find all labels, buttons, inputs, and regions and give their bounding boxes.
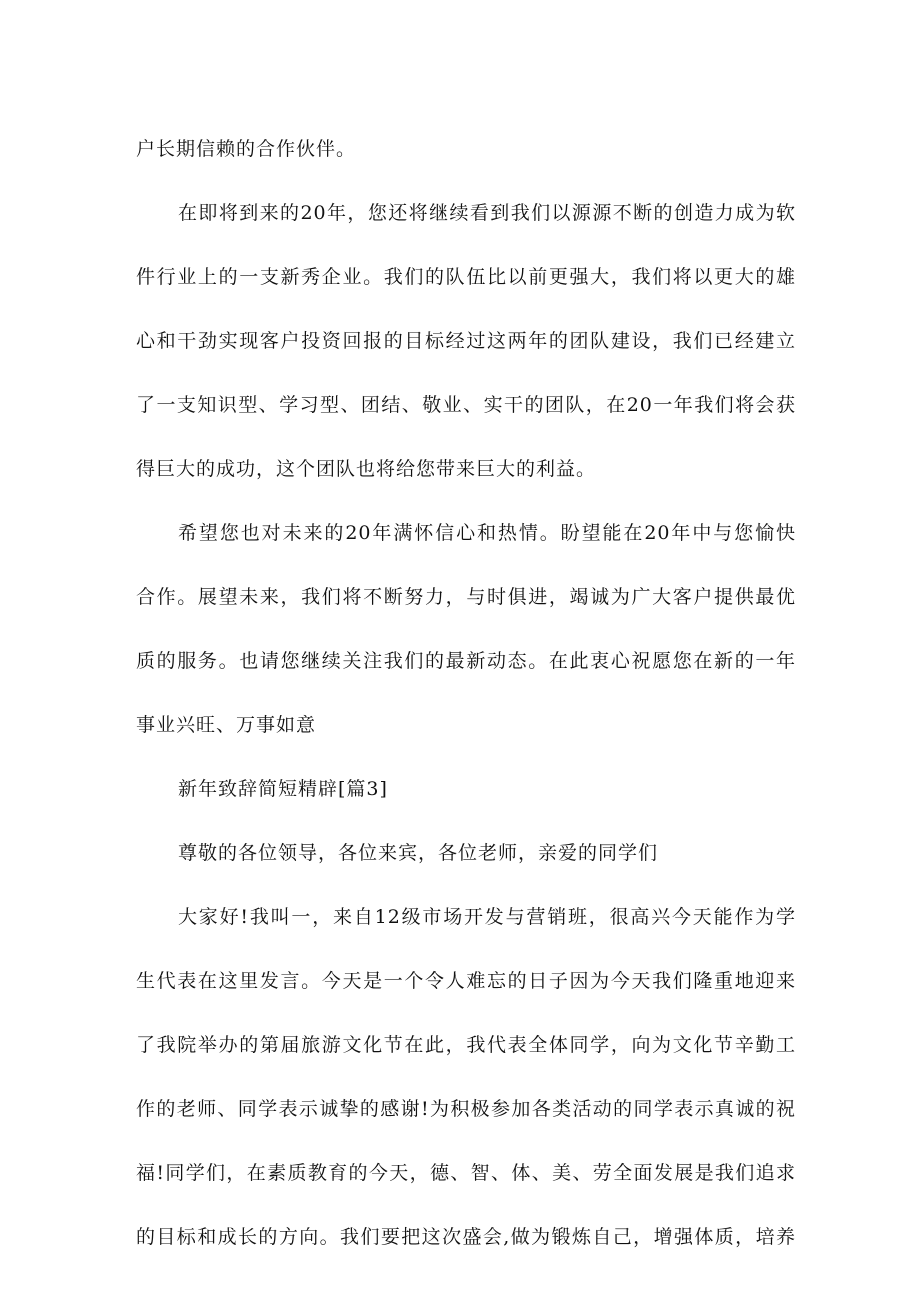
text-line: 得巨大的成功，这个团队也将给您带来巨大的利益。 <box>136 458 597 480</box>
paragraph-first-line: 大家好!我叫一，来自12级市场开发与营销班，很高兴今天能作为学 <box>178 906 796 928</box>
text-line: 心和干劲实现客户投资回报的目标经过这两年的团队建设，我们已经建立 <box>136 330 796 352</box>
paragraph-first-line: 在即将到来的20年，您还将继续看到我们以源源不断的创造力成为软 <box>178 202 796 224</box>
section-heading: 新年致辞简短精辟[篇3] <box>178 778 388 800</box>
text-line: 合作。展望未来，我们将不断努力，与时俱进，竭诚为广大客户提供最优 <box>136 586 796 608</box>
text-line: 户长期信赖的合作伙伴。 <box>136 138 357 160</box>
text-line: 福!同学们，在素质教育的今天，德、智、体、美、劳全面发展是我们追求 <box>136 1162 796 1184</box>
text-line: 作的老师、同学表示诚挚的感谢!为积极参加各类活动的同学表示真诚的祝 <box>136 1098 796 1120</box>
text-line: 的目标和成长的方向。我们要把这次盛会,做为锻炼自己，增强体质，培养 <box>136 1226 796 1248</box>
text-line: 件行业上的一支新秀企业。我们的队伍比以前更强大，我们将以更大的雄 <box>136 266 796 288</box>
text-line: 事业兴旺、万事如意 <box>136 714 317 736</box>
text-line: 了一支知识型、学习型、团结、敬业、实干的团队，在20一年我们将会获 <box>136 394 796 416</box>
text-line: 质的服务。也请您继续关注我们的最新动态。在此衷心祝愿您在新的一年 <box>136 650 796 672</box>
paragraph-first-line: 希望您也对未来的20年满怀信心和热情。盼望能在20年中与您愉快 <box>178 522 796 544</box>
salutation-line: 尊敬的各位领导，各位来宾，各位老师，亲爱的同学们 <box>178 842 659 864</box>
text-line: 了我院举办的第届旅游文化节在此，我代表全体同学，向为文化节辛勤工 <box>136 1034 796 1056</box>
text-line: 生代表在这里发言。今天是一个令人难忘的日子因为今天我们隆重地迎来 <box>136 970 796 992</box>
